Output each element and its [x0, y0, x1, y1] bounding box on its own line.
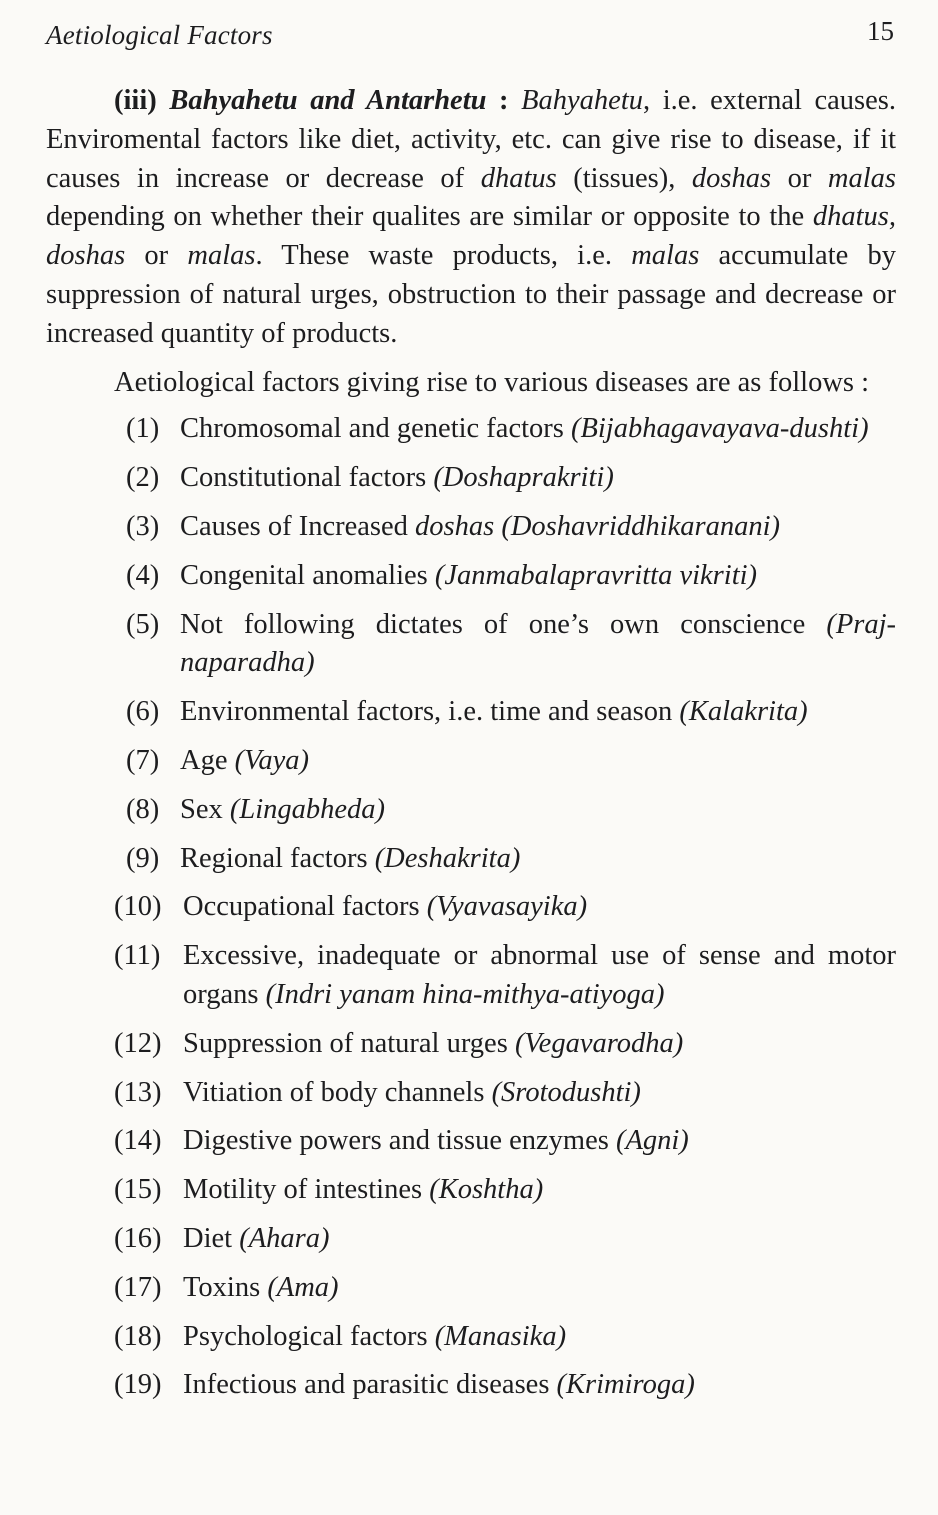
- list-item: [46, 508, 896, 547]
- list-item-text: [180, 693, 896, 732]
- factor-description: Age: [180, 744, 235, 776]
- list-item-number: (13): [114, 1076, 162, 1108]
- paragraph-text: (tissues),: [556, 162, 692, 194]
- paragraph-bahyahetu: [46, 82, 896, 354]
- term-dhatus-doshas: dhatus, doshas: [46, 201, 896, 272]
- list-item: [46, 557, 896, 596]
- list-item-number: (6): [126, 696, 160, 728]
- list-item-text: [180, 557, 896, 596]
- factor-description: Suppression of natural urges: [183, 1027, 515, 1059]
- list-item: [46, 1318, 896, 1357]
- page-body: [46, 82, 896, 1415]
- running-header-title: Aetiological Factors: [46, 20, 273, 50]
- list-item-number: (1): [126, 413, 160, 445]
- factor-description: Chromosomal and genetic factors: [180, 413, 571, 445]
- factor-sanskrit-term: (Vyavasayika): [426, 891, 588, 923]
- term-bahyahetu: Bahyahetu: [521, 85, 644, 116]
- list-item-number: (18): [114, 1320, 162, 1352]
- list-item-text: [180, 742, 896, 781]
- list-item-text: [183, 888, 896, 927]
- list-item-text: [183, 1074, 896, 1113]
- factor-sanskrit-term: (Praj-naparadha): [180, 608, 896, 679]
- list-item: [46, 1025, 896, 1064]
- list-item-text: [180, 840, 896, 879]
- term-malas: malas: [631, 240, 700, 272]
- list-item-number: (9): [126, 842, 160, 874]
- paragraph-text: or: [771, 162, 828, 194]
- factor-sanskrit-term: (Vegavarodha): [514, 1027, 684, 1059]
- list-item-number: (3): [126, 510, 160, 542]
- list-item: [46, 937, 896, 1015]
- term-malas: malas: [187, 240, 256, 272]
- list-item-text: [183, 1025, 896, 1064]
- list-item-number: (14): [114, 1125, 162, 1157]
- list-item-text: [183, 1269, 896, 1308]
- term-malas: malas: [827, 162, 897, 194]
- list-item-number: (15): [114, 1174, 162, 1206]
- factor-sanskrit-term: (Indri yanam hina-mithya-atiyoga): [265, 978, 665, 1010]
- paragraph-text: , i.e. external causes. Enviromental factors like diet, activity, etc. can give rise to disease, if it causes in increase or decrease of: [46, 85, 896, 194]
- paragraph-text: depending on whether their qualites are similar or opposite to the: [46, 201, 813, 233]
- list-item-number: (10): [114, 891, 162, 923]
- factor-description: Vitiation of body channels: [183, 1076, 492, 1108]
- list-item: [46, 1269, 896, 1308]
- factor-sanskrit-term: (Ahara): [239, 1222, 330, 1254]
- list-item-text: [180, 791, 896, 830]
- paragraph-text: or: [125, 240, 188, 272]
- factor-sanskrit-term: (Vaya): [234, 744, 309, 776]
- factor-description: Digestive powers and tissue enzymes: [183, 1125, 616, 1157]
- factor-sanskrit-term: (Deshakrita): [374, 842, 521, 874]
- list-item: [46, 742, 896, 781]
- list-item-text: [180, 459, 896, 498]
- factor-description: Infectious and parasitic diseases: [183, 1369, 557, 1401]
- list-item: [46, 1171, 896, 1210]
- factor-inline-term: doshas: [415, 510, 495, 542]
- list-item: [46, 459, 896, 498]
- factor-description: Excessive, inadequate or abnormal use of sense and motor organs: [183, 940, 896, 1010]
- list-item: [46, 693, 896, 732]
- factor-description: Psychological factors: [183, 1320, 435, 1352]
- page-number: 15: [867, 16, 894, 46]
- list-item-text: [180, 508, 896, 547]
- paragraph-text: . These waste products, i.e.: [255, 240, 632, 272]
- factor-description: Environmental factors, i.e. time and season: [180, 696, 680, 728]
- list-item: [46, 1366, 896, 1405]
- factor-description: Regional factors: [180, 842, 375, 874]
- list-item-text: [183, 1171, 896, 1210]
- factor-sanskrit-term: (Krimiroga): [556, 1369, 695, 1401]
- list-item: [46, 410, 896, 449]
- factor-sanskrit-term: (Janmabalapravritta vikriti): [434, 559, 758, 591]
- factor-description: Toxins: [183, 1271, 268, 1303]
- list-item: [46, 840, 896, 879]
- section-heading: Bahyahetu and Antarhetu: [169, 85, 487, 116]
- factor-sanskrit-term: (Agni): [615, 1125, 689, 1157]
- list-item-text: [183, 937, 896, 1015]
- list-item: [46, 791, 896, 830]
- list-item-number: (16): [114, 1222, 162, 1254]
- factor-description: Constitutional factors: [180, 462, 434, 494]
- list-item-text: [183, 1122, 896, 1161]
- factor-sanskrit-term: (Manasika): [434, 1320, 567, 1352]
- list-item-number: (7): [126, 744, 160, 776]
- term-doshas: doshas: [691, 162, 772, 194]
- list-item-text: [180, 410, 896, 449]
- list-item-number: (8): [126, 793, 160, 825]
- list-item: [46, 888, 896, 927]
- list-item: [46, 1220, 896, 1259]
- paragraph-intro-list: Aetiological factors giving rise to various diseases are as follows :: [114, 366, 870, 398]
- factor-sanskrit-term: (Kalakrita): [679, 696, 808, 728]
- factor-description: Not following dictates of one’s own conscience: [180, 608, 827, 640]
- list-item-number: (2): [126, 462, 160, 494]
- list-item-text: [180, 606, 896, 684]
- factor-description: Sex: [180, 793, 230, 825]
- list-item: [46, 1074, 896, 1113]
- section-label: (iii): [114, 85, 157, 116]
- list-item-number: (11): [114, 940, 161, 972]
- factor-description: Motility of intestines: [183, 1174, 430, 1206]
- list-item: [46, 606, 896, 684]
- factor-sanskrit-term: (Srotodushti): [491, 1076, 641, 1108]
- list-item-number: (19): [114, 1369, 162, 1401]
- factor-sanskrit-term: (Doshavriddhikaranani): [494, 510, 780, 542]
- factor-description: Occupational factors: [183, 891, 427, 923]
- aetiological-factors-list: [46, 410, 896, 1405]
- factor-sanskrit-term: (Doshaprakriti): [433, 462, 614, 494]
- list-item-number: (12): [114, 1027, 162, 1059]
- term-dhatus: dhatus: [480, 162, 557, 194]
- list-item: [46, 1122, 896, 1161]
- list-item-number: (17): [114, 1271, 162, 1303]
- factor-sanskrit-term: (Lingabheda): [229, 793, 386, 825]
- heading-colon: :: [486, 85, 522, 116]
- factor-description: Causes of Increased: [180, 510, 416, 542]
- list-item-text: [183, 1220, 896, 1259]
- factor-sanskrit-term: (Ama): [267, 1271, 339, 1303]
- list-item-text: [183, 1318, 896, 1357]
- paragraph-text: accumulate by suppression of natural urges, obstruction to their passage and decrease or increased quantity of products.: [46, 240, 896, 349]
- list-item-text: [183, 1366, 896, 1405]
- factor-sanskrit-term: (Koshtha): [429, 1174, 544, 1206]
- list-item-number: (4): [126, 559, 160, 591]
- factor-description: Congenital anomalies: [180, 559, 435, 591]
- list-item-number: (5): [126, 608, 160, 640]
- factor-description: Diet: [183, 1222, 240, 1254]
- factor-sanskrit-term: (Bijabhagavayava-dushti): [570, 413, 869, 445]
